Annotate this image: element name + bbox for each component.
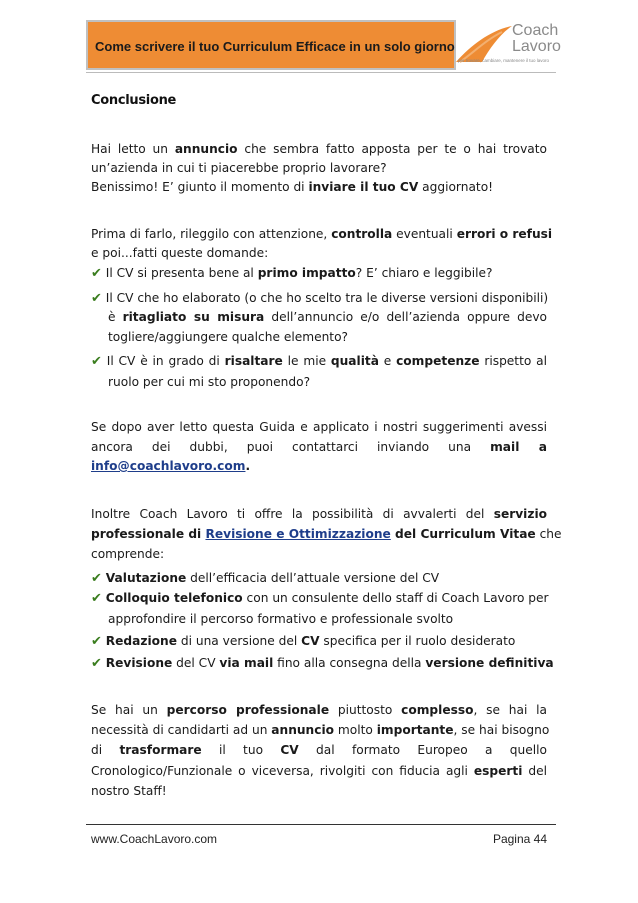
paragraph-2-line-1: Prima di farlo, rileggilo con attenzione, controlla eventuali errori o refusi: [91, 227, 553, 241]
checkmark-icon: ✔: [91, 354, 102, 369]
revisione-ottimizzazione-link[interactable]: Revisione e Ottimizzazione: [205, 527, 391, 541]
logo-text-coach: Coach: [512, 22, 559, 39]
footer-website: www.CoachLavoro.com: [91, 832, 218, 846]
paragraph-4-line-2: professionale di Revisione e Ottimizzazione del Curriculum Vitae che: [91, 527, 562, 541]
question-item-1: ✔ Il CV si presenta bene al primo impatto? E’ chiaro e leggibile?: [91, 266, 493, 281]
paragraph-2-line-2: e poi...fatti queste domande:: [91, 246, 269, 260]
question-item-2-line-1: ✔ Il CV che ho elaborato (o che ho scelto tra le diverse versioni disponibili): [91, 291, 549, 306]
paragraph-3-line-1: Se dopo aver letto questa Guida e applicato i nostri suggerimenti avessi: [91, 420, 547, 434]
question-item-3-line-2: ruolo per cui mi sto proponendo?: [108, 375, 311, 389]
header-title: Come scrivere il tuo Curriculum Efficace in un solo giorno: [95, 39, 455, 54]
paragraph-5-line-3: di trasformare il tuo CV dal formato Europeo a quello: [91, 743, 547, 757]
paragraph-5-line-2: necessità di candidarti ad un annuncio molto importante, se hai bisogno: [91, 723, 550, 737]
service-item-2-line-2: approfondire il percorso formativo e professionale svolto: [108, 612, 454, 626]
section-title: Conclusione: [91, 93, 177, 108]
paragraph-4-line-3: comprende:: [91, 547, 165, 561]
question-item-2-line-2: è ritagliato su misura dell’annuncio e/o dell’azienda oppure devo: [108, 310, 548, 324]
checkmark-icon: ✔: [91, 591, 102, 606]
question-item-3-line-1: ✔ Il CV è in grado di risaltare le mie qualità e competenze rispetto al: [91, 354, 547, 369]
checkmark-icon: ✔: [91, 634, 102, 649]
paragraph-3-line-2: ancora dei dubbi, puoi contattarci inviando una mail a: [91, 440, 548, 454]
checkmark-icon: ✔: [91, 291, 102, 306]
paragraph-1-line-3: Benissimo! E’ giunto il momento di inviare il tuo CV aggiornato!: [91, 180, 494, 194]
question-item-2-line-3: togliere/aggiungere qualche elemento?: [108, 330, 349, 344]
paragraph-1-line-1: Hai letto un annuncio che sembra fatto apposta per te o hai trovato: [91, 142, 547, 156]
logo-text-lavoro: Lavoro: [512, 38, 561, 55]
paragraph-5-line-5: nostro Staff!: [91, 784, 167, 798]
checkmark-icon: ✔: [91, 656, 102, 671]
paragraph-4-line-1: Inoltre Coach Lavoro ti offre la possibilità di avvalerti del servizio: [91, 507, 547, 521]
service-item-2-line-1: ✔ Colloquio telefonico con un consulente dello staff di Coach Lavoro per: [91, 591, 549, 606]
logo-tagline: per trovare, cambiare, mantenere il tuo lavoro: [458, 58, 550, 63]
service-item-1: ✔ Valutazione dell’efficacia dell’attuale versione del CV: [91, 571, 440, 586]
email-link[interactable]: info@coachlavoro.com: [91, 459, 246, 473]
paragraph-3-line-3: info@coachlavoro.com.: [91, 459, 251, 473]
paragraph-5-line-4: Cronologico/Funzionale o viceversa, rivolgiti con fiducia agli esperti del: [91, 764, 547, 778]
checkmark-icon: ✔: [91, 571, 102, 586]
header-divider: [86, 72, 556, 73]
footer-divider: [86, 824, 556, 825]
paragraph-1-line-2: un’azienda in cui ti piacerebbe proprio lavorare?: [91, 161, 387, 175]
footer-page-number: Pagina 44: [492, 832, 547, 846]
paragraph-5-line-1: Se hai un percorso professionale piuttosto complesso, se hai la: [91, 703, 547, 717]
checkmark-icon: ✔: [91, 266, 102, 281]
service-item-3: ✔ Redazione di una versione del CV specifica per il ruolo desiderato: [91, 634, 516, 649]
service-item-4: ✔ Revisione del CV via mail fino alla consegna della versione definitiva: [91, 656, 554, 671]
